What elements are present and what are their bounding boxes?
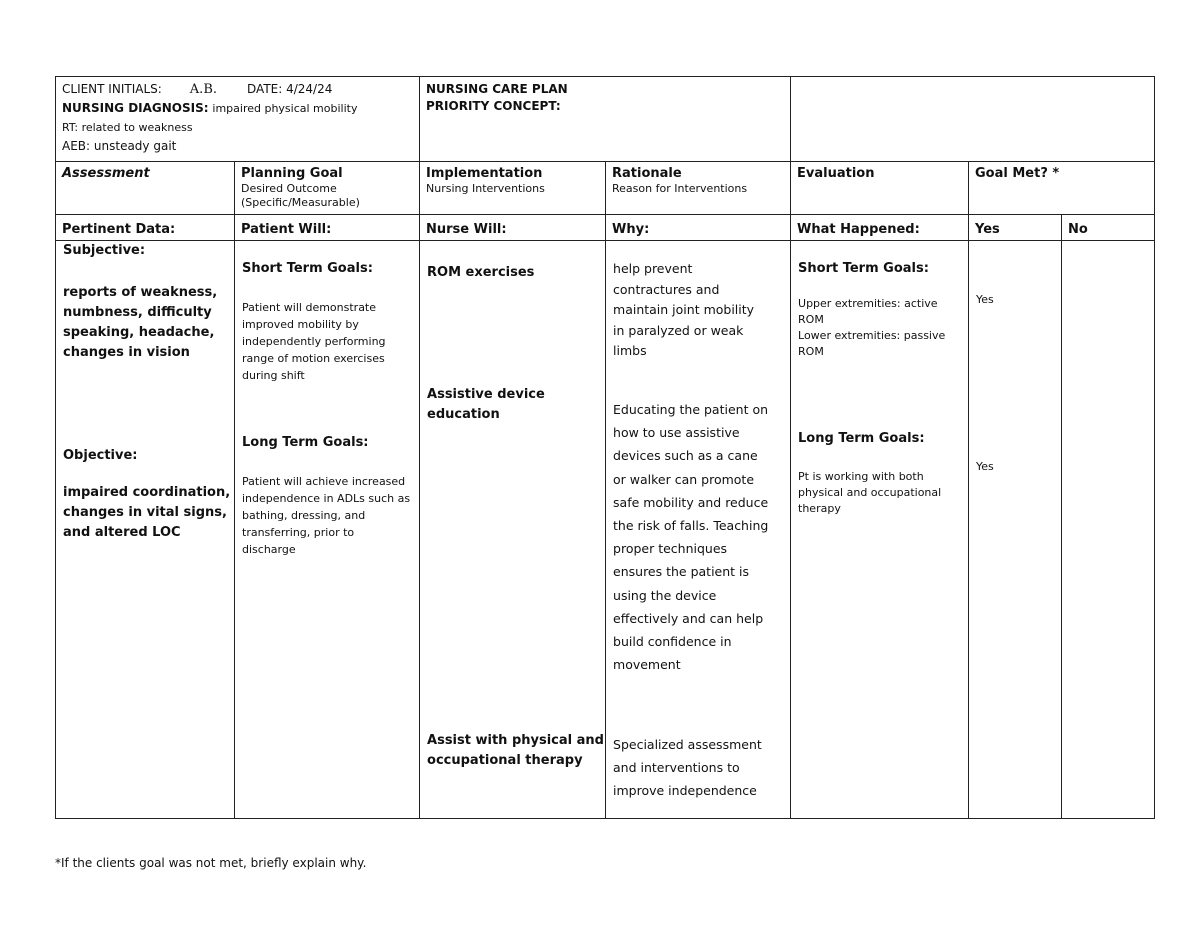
evaluation-body — [791, 241, 969, 819]
goal-met-yes-body — [969, 241, 1062, 819]
evaluation-title: Evaluation — [797, 166, 875, 181]
rationale-line: Specialized assessment — [613, 737, 762, 752]
rt-value: related to weakness — [81, 121, 193, 134]
yes-label-cell — [969, 215, 1062, 241]
rationale-line: the risk of falls. Teaching — [613, 518, 769, 534]
objective-data — [63, 483, 230, 543]
pertinent-label-cell — [56, 215, 235, 241]
priority-concept-label: PRIORITY CONCEPT: — [426, 99, 561, 113]
planning-title: Planning Goal — [241, 166, 343, 181]
rationale-line: safe mobility and reduce — [613, 494, 769, 510]
rationale-line: improve independence — [613, 783, 757, 799]
subjective-line: changes in vision — [63, 345, 190, 360]
eval-line: Lower extremities: passive — [798, 329, 946, 342]
rationale-line: contractures and — [613, 281, 720, 297]
objective-line: changes in vital signs, — [63, 505, 227, 520]
date-value: 4/24/24 — [286, 82, 333, 96]
short-term-goals-label: Short Term Goals: — [242, 261, 373, 276]
rationale-header — [606, 162, 791, 215]
rationale-assistive-device — [613, 398, 768, 676]
what-happened-label: What Happened: — [797, 222, 920, 237]
client-initials-label: CLIENT INITIALS: — [62, 82, 162, 96]
no-label-cell — [1062, 215, 1155, 241]
eval-line: Upper extremities: active — [798, 297, 938, 310]
intervention-therapy — [427, 731, 604, 771]
rationale-line: ensures the patient is — [613, 564, 750, 580]
eval-line: Pt is working with both — [798, 470, 924, 483]
rationale-rom — [613, 259, 754, 362]
intervention-line: occupational therapy — [427, 753, 583, 768]
intervention-rom — [427, 263, 534, 283]
plan-title-cell — [420, 77, 791, 162]
short-goal-line: range of motion exercises — [242, 352, 385, 365]
short-term-goal-text — [242, 299, 386, 384]
eval-line: physical and occupational — [798, 486, 942, 499]
nursing-diagnosis-label: NURSING DIAGNOSIS: — [62, 101, 209, 115]
intervention-line: education — [427, 407, 500, 422]
eval-long-term-label: Long Term Goals: — [798, 431, 925, 446]
rt-label: RT: — [62, 121, 79, 134]
rationale-line: proper techniques — [613, 541, 728, 557]
rationale-sub1: Reason for Interventions — [612, 182, 748, 195]
eval-line: therapy — [798, 502, 841, 515]
rationale-line: limbs — [613, 343, 647, 358]
subjective-line: reports of weakness, — [63, 285, 218, 300]
goal-met-no-body — [1062, 241, 1155, 819]
implementation-body — [420, 241, 606, 819]
objective-line: and altered LOC — [63, 525, 181, 540]
planning-body — [235, 241, 420, 819]
long-goal-yes: Yes — [976, 460, 994, 473]
goal-met-title: Goal Met? * — [975, 166, 1060, 181]
assessment-body — [56, 241, 235, 819]
date-label: DATE: — [247, 82, 283, 96]
implementation-title: Implementation — [426, 166, 543, 181]
eval-short-term-label: Short Term Goals: — [798, 261, 929, 276]
short-goal-line: independently performing — [242, 335, 386, 348]
long-goal-line: transferring, prior to — [242, 526, 355, 539]
long-goal-line: bathing, dressing, and — [242, 509, 366, 522]
rationale-line: Educating the patient on — [613, 402, 769, 417]
planning-sub2: (Specific/Measurable) — [241, 196, 360, 209]
header-blank-cell — [791, 77, 1155, 162]
short-goal-line: during shift — [242, 369, 305, 382]
implementation-sub1: Nursing Interventions — [426, 182, 545, 195]
rationale-line: in paralyzed or weak — [613, 322, 744, 338]
rationale-line: devices such as a cane — [613, 448, 758, 464]
implementation-header — [420, 162, 606, 215]
intervention-line: Assist with physical and — [427, 733, 604, 748]
nursing-care-plan-table — [55, 76, 1155, 819]
goal-met-header — [969, 162, 1155, 215]
objective-label: Objective: — [63, 448, 138, 463]
plan-title: NURSING CARE PLAN — [426, 82, 568, 96]
rationale-line: build confidence in — [613, 634, 732, 650]
intervention-line: Assistive device — [427, 387, 545, 402]
intervention-assistive-device — [427, 385, 545, 425]
rationale-line: movement — [613, 657, 681, 673]
rationale-line: effectively and can help — [613, 610, 764, 626]
long-term-goal-text — [242, 473, 410, 558]
eval-line: ROM — [798, 313, 824, 326]
patient-will-label-cell — [235, 215, 420, 241]
eval-short-term-text — [798, 296, 945, 360]
long-goal-line: independence in ADLs such as — [242, 492, 411, 505]
subjective-line: speaking, headache, — [63, 325, 215, 340]
rationale-title: Rationale — [612, 166, 682, 181]
rationale-line: help prevent — [613, 261, 693, 276]
assessment-header — [56, 162, 235, 215]
why-label: Why: — [612, 222, 650, 237]
rationale-line: using the device — [613, 587, 717, 603]
long-goal-line: discharge — [242, 543, 296, 556]
aeb-label: AEB: — [62, 139, 91, 153]
rationale-line: how to use assistive — [613, 425, 740, 441]
planning-header — [235, 162, 420, 215]
eval-line: ROM — [798, 345, 824, 358]
patient-will-label: Patient Will: — [241, 222, 332, 237]
no-label: No — [1068, 222, 1088, 237]
objective-line: impaired coordination, — [63, 485, 231, 500]
rationale-line: maintain joint mobility — [613, 302, 755, 317]
long-goal-line: Patient will achieve increased — [242, 475, 406, 488]
short-goal-line: Patient will demonstrate — [242, 301, 377, 314]
rationale-line: or walker can promote — [613, 471, 755, 487]
short-goal-yes: Yes — [976, 293, 994, 306]
rationale-body — [606, 241, 791, 819]
nurse-will-label-cell — [420, 215, 606, 241]
assessment-title: Assessment — [62, 166, 150, 181]
intervention-line: ROM exercises — [427, 265, 535, 280]
evaluation-header — [791, 162, 969, 215]
why-label-cell — [606, 215, 791, 241]
long-term-goals-label: Long Term Goals: — [242, 435, 369, 450]
planning-sub1: Desired Outcome — [241, 182, 337, 195]
subjective-data — [63, 283, 217, 363]
client-info-cell — [56, 77, 420, 162]
nursing-diagnosis-value: impaired physical mobility — [212, 102, 358, 115]
nurse-will-label: Nurse Will: — [426, 222, 507, 237]
yes-label: Yes — [975, 222, 1000, 237]
eval-long-term-text — [798, 469, 941, 517]
footnote: *If the clients goal was not met, briefly explain why. — [55, 856, 367, 870]
pertinent-data-label: Pertinent Data: — [62, 222, 176, 237]
short-goal-line: improved mobility by — [242, 318, 359, 331]
aeb-value: unsteady gait — [93, 139, 177, 153]
rationale-line: and interventions to — [613, 760, 740, 776]
client-initials-value: A.B. — [189, 82, 218, 97]
subjective-line: numbness, difficulty — [63, 305, 212, 320]
subjective-label: Subjective: — [63, 243, 146, 258]
what-happened-label-cell — [791, 215, 969, 241]
rationale-therapy — [613, 733, 762, 803]
